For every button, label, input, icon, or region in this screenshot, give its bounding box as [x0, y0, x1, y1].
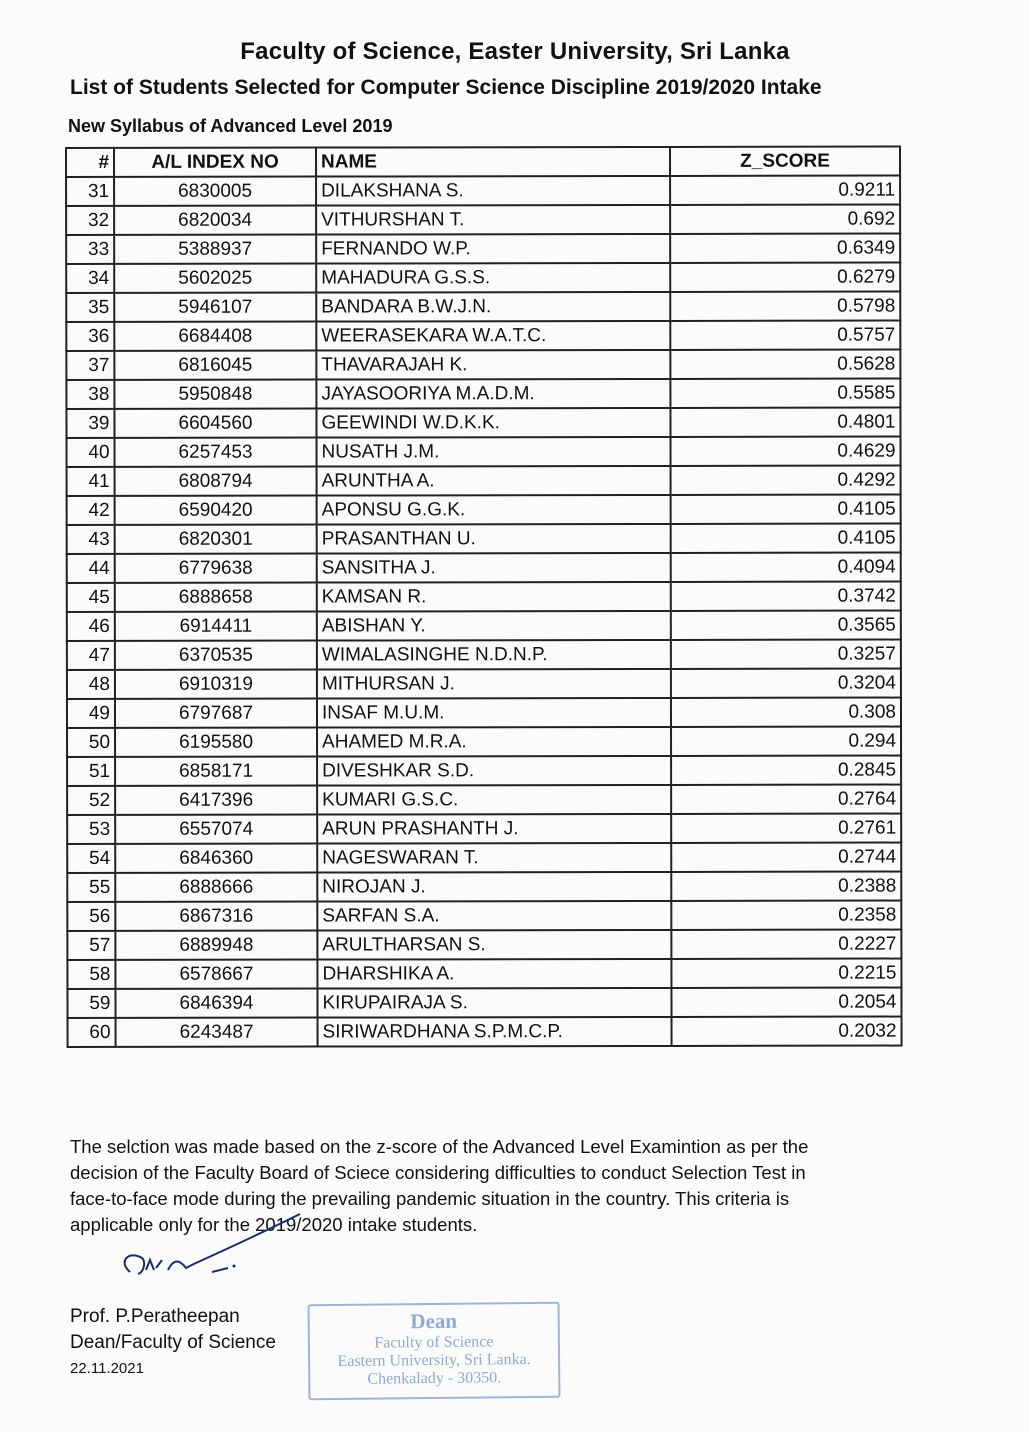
cell-index-no: 6195580 [115, 728, 317, 757]
cell-z-score: 0.4105 [671, 524, 901, 553]
cell-name: ARUN PRASHANTH J. [317, 814, 671, 844]
table-row [66, 321, 900, 351]
cell-z-score: 0.2358 [671, 901, 901, 930]
cell-name: DHARSHIKA A. [317, 959, 671, 989]
cell-name: BANDARA B.W.J.N. [316, 292, 670, 322]
stamp-line: Eastern University, Sri Lanka. [337, 1350, 531, 1371]
cell-name: ABISHAN Y. [317, 611, 671, 641]
cell-index-no: 6417396 [115, 786, 317, 815]
cell-index-no: 6779638 [115, 554, 317, 583]
syllabus-heading: New Syllabus of Advanced Level 2019 [68, 116, 393, 136]
note-line: applicable only for the 2019/2020 intake students. [70, 1214, 478, 1235]
cell-number: 41 [67, 467, 115, 496]
cell-z-score: 0.308 [671, 698, 901, 727]
table-row [66, 408, 900, 438]
cell-number: 59 [67, 989, 115, 1018]
cell-name: SARFAN S.A. [317, 901, 671, 931]
cell-number: 54 [67, 844, 115, 873]
cell-number: 48 [67, 670, 115, 699]
cell-number: 52 [67, 786, 115, 815]
cell-number: 57 [67, 931, 115, 960]
cell-name: INSAF M.U.M. [317, 698, 671, 728]
cell-index-no: 6243487 [116, 1018, 318, 1047]
cell-z-score: 0.5798 [670, 292, 900, 321]
cell-name: ARULTHARSAN S. [317, 930, 671, 960]
column-header-z-score: Z_SCORE [670, 147, 900, 176]
table-row [68, 1017, 902, 1047]
cell-number: 34 [66, 264, 114, 293]
table-row [66, 379, 900, 409]
cell-index-no: 5388937 [114, 235, 316, 264]
cell-name: NIROJAN J. [317, 872, 671, 902]
cell-index-no: 6604560 [114, 409, 316, 438]
table-row [66, 205, 900, 235]
cell-index-no: 6888658 [115, 583, 317, 612]
cell-index-no: 6684408 [114, 322, 316, 351]
cell-name: WEERASEKARA W.A.T.C. [316, 321, 670, 351]
table-row [67, 930, 901, 960]
cell-index-no: 6590420 [115, 496, 317, 525]
cell-z-score: 0.2764 [671, 785, 901, 814]
table-row [67, 582, 901, 612]
column-header-number: # [66, 148, 114, 177]
table-row [67, 640, 901, 670]
table-row [66, 263, 900, 293]
cell-z-score: 0.2744 [671, 843, 901, 872]
cell-z-score: 0.5628 [670, 350, 900, 379]
signer-position: Dean/Faculty of Science [70, 1332, 276, 1353]
cell-z-score: 0.2388 [671, 872, 901, 901]
table-row [67, 756, 901, 786]
table-row [67, 785, 901, 815]
cell-z-score: 0.2227 [671, 930, 901, 959]
table-body [66, 176, 902, 1047]
cell-name: AHAMED M.R.A. [317, 727, 671, 757]
cell-index-no: 6867316 [115, 902, 317, 931]
table-row [66, 176, 900, 206]
selected-students-table [65, 146, 903, 1048]
cell-z-score: 0.4801 [670, 408, 900, 437]
cell-z-score: 0.2032 [672, 1017, 902, 1046]
cell-name: MITHURSAN J. [317, 669, 671, 699]
document-title: Faculty of Science, Easter University, Sri Lanka [240, 38, 790, 65]
cell-number: 40 [67, 438, 115, 467]
cell-index-no: 6846360 [115, 844, 317, 873]
cell-name: SIRIWARDHANA S.P.M.C.P. [318, 1017, 672, 1047]
note-line: decision of the Faculty Board of Sciece considering difficulties to conduct Selection Test in [70, 1162, 806, 1183]
signed-date: 22.11.2021 [70, 1360, 144, 1377]
table-row [67, 524, 901, 554]
cell-number: 56 [67, 902, 115, 931]
cell-number: 53 [67, 815, 115, 844]
cell-number: 33 [66, 235, 114, 264]
column-header-name: NAME [316, 147, 670, 177]
cell-name: GEEWINDI W.D.K.K. [316, 408, 670, 438]
table-row [66, 234, 900, 264]
cell-z-score: 0.4292 [671, 466, 901, 495]
cell-number: 50 [67, 728, 115, 757]
cell-index-no: 6889948 [115, 931, 317, 960]
cell-z-score: 0.2215 [671, 959, 901, 988]
cell-number: 45 [67, 583, 115, 612]
cell-name: APONSU G.G.K. [317, 495, 671, 525]
cell-z-score: 0.9211 [670, 176, 900, 205]
cell-name: SANSITHA J. [317, 553, 671, 583]
cell-z-score: 0.2845 [671, 756, 901, 785]
dean-stamp [308, 1302, 561, 1401]
cell-number: 32 [66, 206, 114, 235]
cell-number: 38 [66, 380, 114, 409]
cell-number: 58 [67, 960, 115, 989]
cell-index-no: 6808794 [115, 467, 317, 496]
cell-index-no: 6257453 [115, 438, 317, 467]
cell-name: JAYASOORIYA M.A.D.M. [316, 379, 670, 409]
table-row [67, 553, 901, 583]
table-row [67, 988, 901, 1018]
table-header-row [66, 147, 900, 177]
stamp-title: Dean [410, 1308, 458, 1334]
stamp-line: Chenkalady - 30350. [367, 1369, 502, 1388]
table-row [67, 901, 901, 931]
table-row [67, 814, 901, 844]
cell-name: WIMALASINGHE N.D.N.P. [317, 640, 671, 670]
cell-z-score: 0.3565 [671, 611, 901, 640]
cell-index-no: 6846394 [115, 989, 317, 1018]
cell-number: 60 [68, 1018, 116, 1047]
cell-index-no: 6914411 [115, 612, 317, 641]
table-row [67, 872, 901, 902]
cell-name: DIVESHKAR S.D. [317, 756, 671, 786]
cell-z-score: 0.692 [670, 205, 900, 234]
column-header-index-no: A/L INDEX NO [114, 148, 316, 177]
cell-index-no: 6888666 [115, 873, 317, 902]
table-row [67, 495, 901, 525]
cell-z-score: 0.6349 [670, 234, 900, 263]
cell-index-no: 5946107 [114, 293, 316, 322]
cell-name: NUSATH J.M. [317, 437, 671, 467]
cell-z-score: 0.6279 [670, 263, 900, 292]
table-row [67, 611, 901, 641]
cell-z-score: 0.4094 [671, 553, 901, 582]
cell-index-no: 6858171 [115, 757, 317, 786]
note-line: The selction was made based on the z-score of the Advanced Level Examintion as per the [70, 1136, 809, 1157]
cell-number: 39 [66, 409, 114, 438]
table-row [67, 437, 901, 467]
table-row [67, 669, 901, 699]
cell-index-no: 6820034 [114, 206, 316, 235]
cell-number: 49 [67, 699, 115, 728]
cell-z-score: 0.2054 [671, 988, 901, 1017]
cell-z-score: 0.5757 [670, 321, 900, 350]
table-row [66, 350, 900, 380]
cell-index-no: 6910319 [115, 670, 317, 699]
table-row [67, 698, 901, 728]
table-row [67, 727, 901, 757]
cell-index-no: 6816045 [114, 351, 316, 380]
cell-index-no: 6797687 [115, 699, 317, 728]
cell-number: 36 [66, 322, 114, 351]
cell-name: MAHADURA G.S.S. [316, 263, 670, 293]
cell-name: THAVARAJAH K. [316, 350, 670, 380]
table-row [67, 843, 901, 873]
cell-number: 35 [66, 293, 114, 322]
cell-name: KIRUPAIRAJA S. [317, 988, 671, 1018]
cell-index-no: 6830005 [114, 177, 316, 206]
cell-number: 42 [67, 496, 115, 525]
cell-z-score: 0.5585 [670, 379, 900, 408]
cell-name: NAGESWARAN T. [317, 843, 671, 873]
cell-name: KUMARI G.S.C. [317, 785, 671, 815]
table-row [67, 466, 901, 496]
table-row [67, 959, 901, 989]
cell-index-no: 5602025 [114, 264, 316, 293]
document-subtitle: List of Students Selected for Computer Science Discipline 2019/2020 Intake [70, 76, 822, 99]
cell-index-no: 5950848 [114, 380, 316, 409]
cell-name: VITHURSHAN T. [316, 205, 670, 235]
cell-index-no: 6578667 [115, 960, 317, 989]
cell-number: 46 [67, 612, 115, 641]
cell-index-no: 6370535 [115, 641, 317, 670]
handwritten-signature [110, 1200, 310, 1290]
signer-name: Prof. P.Peratheepan [70, 1306, 240, 1327]
cell-number: 43 [67, 525, 115, 554]
signer-block [70, 1304, 276, 1382]
cell-index-no: 6557074 [115, 815, 317, 844]
cell-number: 44 [67, 554, 115, 583]
cell-number: 37 [66, 351, 114, 380]
table-row [66, 292, 900, 322]
cell-number: 31 [66, 177, 114, 206]
note-line: face-to-face mode during the prevailing pandemic situation in the country. This criteria is [70, 1188, 790, 1209]
cell-z-score: 0.2761 [671, 814, 901, 843]
cell-name: KAMSAN R. [317, 582, 671, 612]
cell-name: DILAKSHANA S. [316, 176, 670, 206]
cell-name: FERNANDO W.P. [316, 234, 670, 264]
stamp-line: Faculty of Science [374, 1333, 494, 1352]
cell-z-score: 0.4105 [671, 495, 901, 524]
cell-number: 51 [67, 757, 115, 786]
cell-name: ARUNTHA A. [317, 466, 671, 496]
cell-number: 47 [67, 641, 115, 670]
cell-z-score: 0.3204 [671, 669, 901, 698]
cell-z-score: 0.294 [671, 727, 901, 756]
cell-z-score: 0.3742 [671, 582, 901, 611]
cell-number: 55 [67, 873, 115, 902]
cell-name: PRASANTHAN U. [317, 524, 671, 554]
cell-index-no: 6820301 [115, 525, 317, 554]
cell-z-score: 0.3257 [671, 640, 901, 669]
cell-z-score: 0.4629 [671, 437, 901, 466]
